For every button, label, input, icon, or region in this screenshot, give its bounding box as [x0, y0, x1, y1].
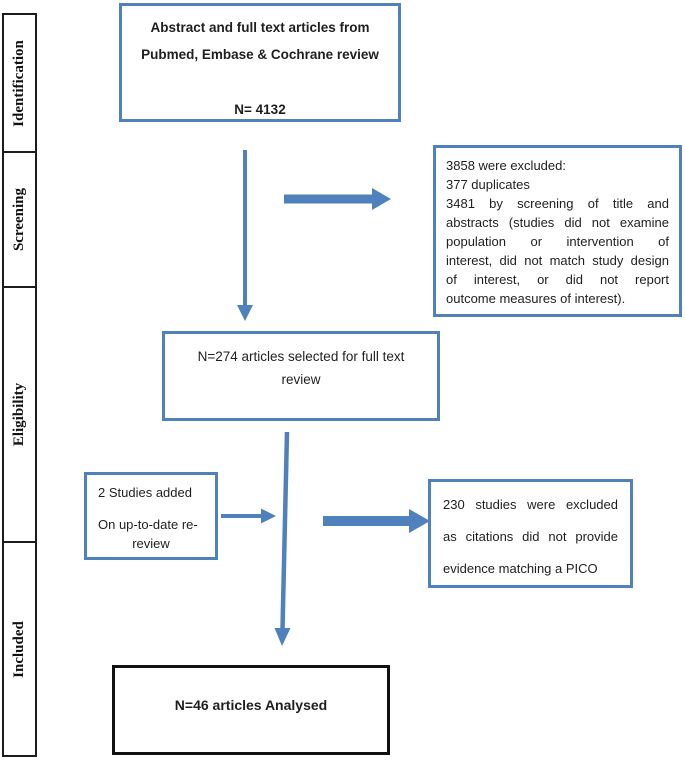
pico-excluded-box: [428, 479, 633, 588]
stage-screening: [4, 153, 35, 287]
source-line-2: Pubmed, Embase & Cochrane review: [141, 47, 379, 62]
added-line-1: 2 Studies added: [98, 485, 192, 500]
excluded-body-line: 3481 by screening of title and: [446, 196, 669, 211]
arrow-down-to-analysed-icon: [275, 432, 291, 646]
screening-excluded-box: [433, 145, 682, 317]
fulltext-line-2: review: [281, 372, 321, 387]
stage-label: Identification: [11, 39, 28, 127]
excluded-body-line: abstracts (studies did not examine: [446, 215, 669, 230]
stage-label: Eligibility: [11, 382, 28, 447]
excluded-body-line: population or intervention of: [446, 234, 669, 249]
stage-label: Included: [11, 620, 28, 678]
excluded-body-line: interest, did not match study design: [446, 253, 669, 268]
pico-line-2: as citations did not provide: [443, 529, 618, 544]
excluded-line-2: 377 duplicates: [446, 177, 530, 192]
pico-line-3: evidence matching a PICO: [443, 561, 598, 576]
excluded-line-1: 3858 were excluded:: [446, 158, 566, 173]
analysed-label: N=46 articles Analysed: [174, 697, 328, 713]
added-line-3: review: [132, 536, 170, 551]
arrow-right-to-pico-icon: [323, 509, 430, 533]
stage-sidebar: [2, 13, 37, 757]
source-line-1: Abstract and full text articles from: [150, 20, 370, 35]
stage-included: [4, 543, 35, 755]
fulltext-line-1: N=274 articles selected for full text: [197, 349, 405, 364]
excluded-body-line: outcome measures of interest).: [446, 291, 626, 306]
arrow-right-from-added-icon: [221, 509, 276, 524]
pico-line-1: 230 studies were excluded: [443, 497, 618, 512]
stage-identification: [4, 15, 35, 153]
source-count: N= 4132: [234, 102, 286, 117]
fulltext-selected-box: [162, 331, 440, 421]
studies-added-box: [84, 472, 218, 560]
stage-label: Screening: [11, 187, 27, 251]
arrow-down-to-fulltext-icon: [237, 150, 253, 321]
source-articles-box: [119, 3, 401, 122]
excluded-body-line: of interest, or did not report: [446, 272, 669, 287]
arrow-right-to-excluded-icon: [284, 188, 391, 210]
stage-eligibility: [4, 288, 35, 544]
analysed-box: [112, 665, 390, 755]
added-line-2: On up-to-date re-: [98, 517, 198, 532]
